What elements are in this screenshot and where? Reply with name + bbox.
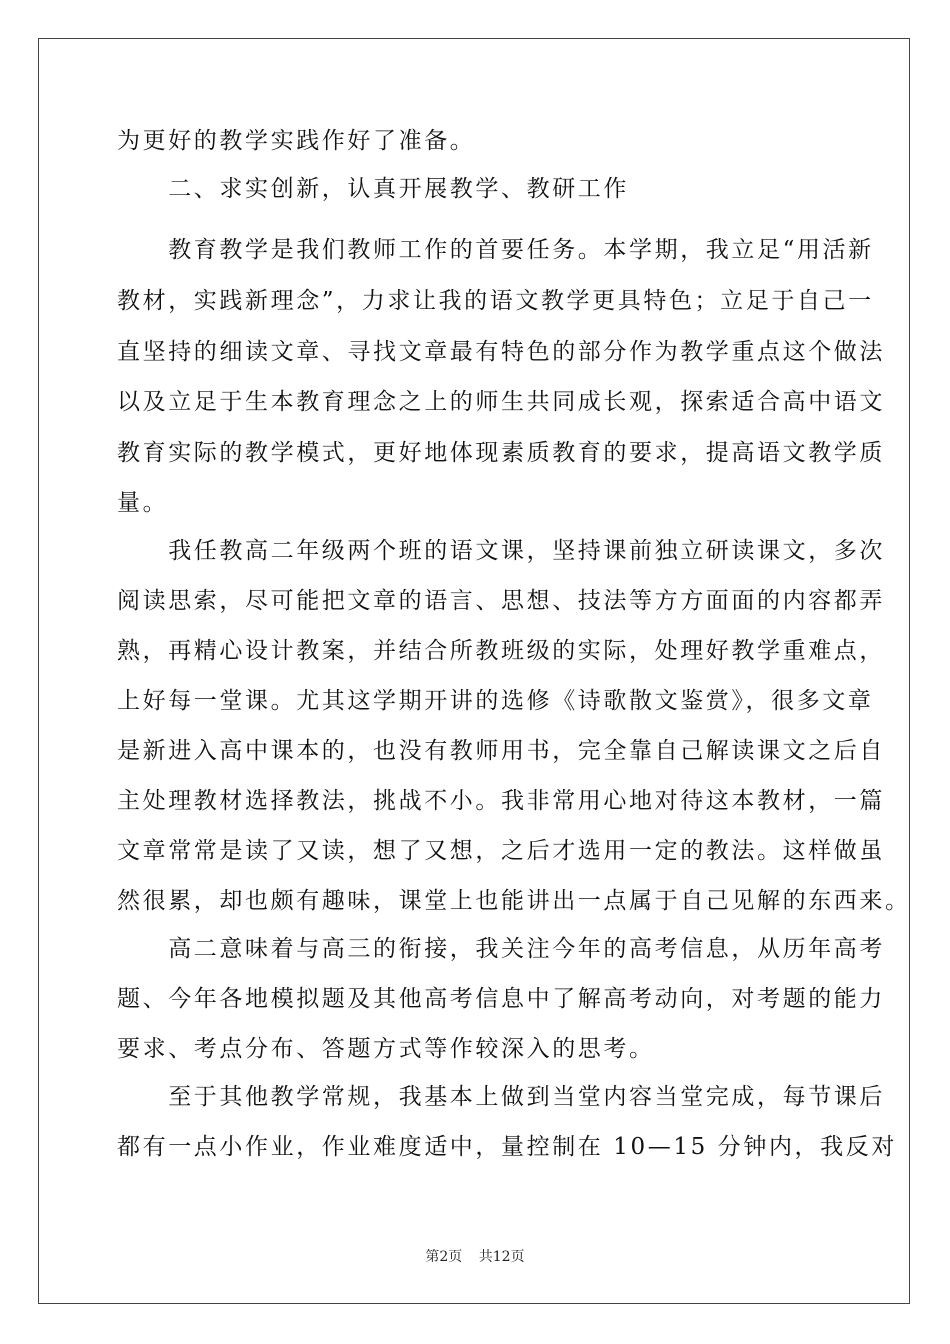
text-line: 然很累，却也颇有趣味，课堂上也能讲出一点属于自己见解的东西来。 xyxy=(117,888,911,914)
text-line: 是新进入高中课本的，也没有教师用书，完全靠自己解读课文之后自 xyxy=(117,738,885,764)
page-footer xyxy=(0,1248,950,1266)
text-line: 题、今年各地模拟题及其他高考信息中了解高考动向，对考题的能力 xyxy=(117,986,885,1012)
text-line: 高二意味着与高三的衔接，我关注今年的高考信息，从历年高考 xyxy=(117,936,885,962)
text-line: 我任教高二年级两个班的语文课，坚持课前独立研读课文，多次 xyxy=(117,538,885,564)
text-line: 量。 xyxy=(117,490,169,516)
text-line: 教材，实践新理念”，力求让我的语文教学更具特色；立足于自己一 xyxy=(117,288,874,314)
text-line: 都有一点小作业，作业难度适中，量控制在 10—15 分钟内，我反对 xyxy=(117,1134,897,1160)
text-line: 教育实际的教学模式，更好地体现素质教育的要求，提高语文教学质 xyxy=(117,440,885,466)
text-line: 上好每一堂课。尤其这学期开讲的选修《诗歌散文鉴赏》，很多文章 xyxy=(117,688,874,714)
text-line: 熟，再精心设计教案，并结合所教班级的实际，处理好教学重难点， xyxy=(117,638,885,664)
page-border xyxy=(38,38,910,1304)
text-line: 阅读思索，尽可能把文章的语言、思想、技法等方方面面的内容都弄 xyxy=(117,588,885,614)
text-line: 以及立足于生本教育理念之上的师生共同成长观，探索适合高中语文 xyxy=(117,389,885,415)
text-line: 要求、考点分布、答题方式等作较深入的思考。 xyxy=(117,1036,655,1062)
text-line: 至于其他教学常规，我基本上做到当堂内容当堂完成，每节课后 xyxy=(117,1084,885,1110)
section-heading: 二、求实创新，认真开展教学、教研工作 xyxy=(117,176,629,202)
text-line: 教育教学是我们教师工作的首要任务。本学期，我立足“用活新 xyxy=(117,237,874,263)
text-line: 文章常常是读了又读，想了又想，之后才选用一定的教法。这样做虽 xyxy=(117,838,885,864)
text-line: 主处理教材选择教法，挑战不小。我非常用心地对待这本教材，一篇 xyxy=(117,788,885,814)
text-line: 直坚持的细读文章、寻找文章最有特色的部分作为教学重点这个做法 xyxy=(117,339,885,365)
page-total: 共12页 xyxy=(478,1249,525,1265)
page-number: 第2页 xyxy=(425,1249,463,1265)
text-line: 为更好的教学实践作好了准备。 xyxy=(117,128,476,154)
